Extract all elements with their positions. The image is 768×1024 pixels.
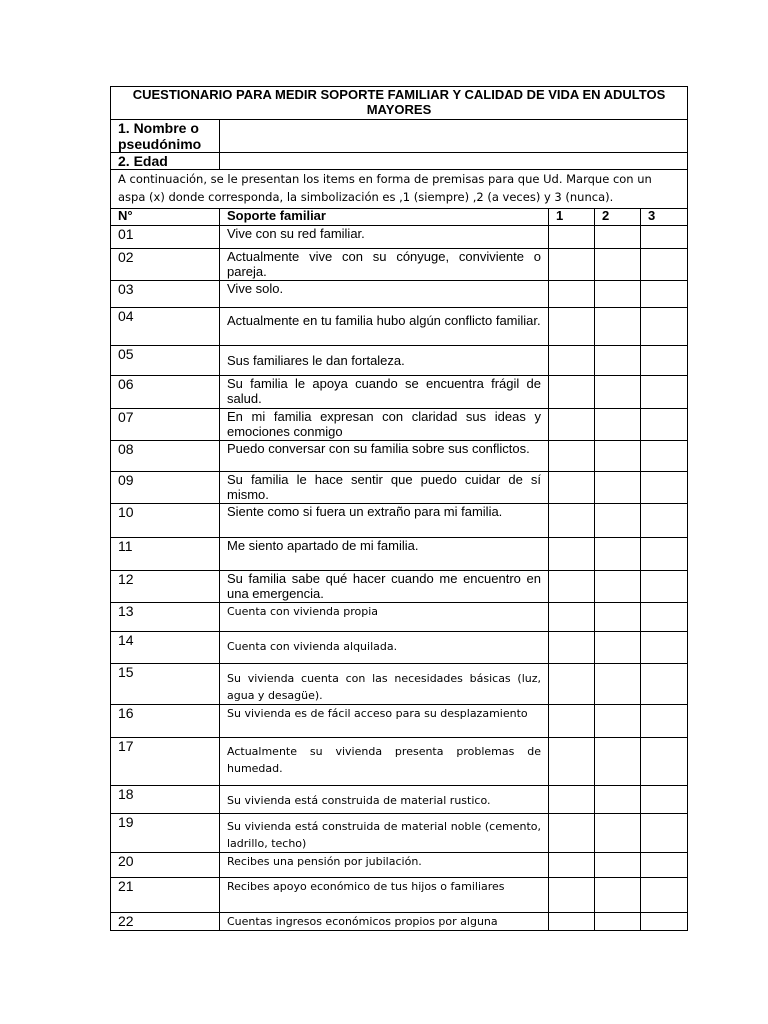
answer-cell-option-3[interactable]	[641, 409, 688, 441]
item-text: Su vivienda está construida de material noble (cemento, ladrillo, techo)	[220, 814, 549, 853]
item-number: 11	[111, 538, 220, 571]
table-row	[111, 913, 688, 931]
answer-cell-option-1[interactable]	[549, 281, 595, 308]
answer-cell-option-1[interactable]	[549, 226, 595, 249]
table-row	[111, 814, 688, 853]
answer-cell-option-3[interactable]	[641, 226, 688, 249]
questionnaire-table	[110, 86, 688, 931]
table-header-row	[111, 209, 688, 226]
table-row	[111, 308, 688, 346]
answer-cell-option-2[interactable]	[595, 878, 641, 913]
item-text: Vive solo.	[220, 281, 549, 308]
answer-cell-option-1[interactable]	[549, 571, 595, 603]
item-number: 10	[111, 504, 220, 538]
item-text: Sus familiares le dan fortaleza.	[220, 346, 549, 376]
answer-cell-option-2[interactable]	[595, 853, 641, 878]
answer-cell-option-1[interactable]	[549, 878, 595, 913]
answer-cell-option-2[interactable]	[595, 571, 641, 603]
answer-cell-option-3[interactable]	[641, 441, 688, 472]
item-number: 22	[111, 913, 220, 931]
item-number: 16	[111, 705, 220, 738]
answer-cell-option-3[interactable]	[641, 603, 688, 632]
header-option-2: 2	[595, 209, 641, 226]
table-row	[111, 376, 688, 409]
item-number: 02	[111, 249, 220, 281]
answer-cell-option-2[interactable]	[595, 913, 641, 931]
item-number: 04	[111, 308, 220, 346]
item-number: 14	[111, 632, 220, 664]
item-text: En mi familia expresan con claridad sus ideas y emociones conmigo	[220, 409, 549, 441]
answer-cell-option-2[interactable]	[595, 705, 641, 738]
answer-cell-option-1[interactable]	[549, 538, 595, 571]
table-row	[111, 664, 688, 705]
answer-cell-option-3[interactable]	[641, 705, 688, 738]
item-text: Recibes una pensión por jubilación.	[220, 853, 549, 878]
answer-cell-option-1[interactable]	[549, 504, 595, 538]
answer-cell-option-3[interactable]	[641, 308, 688, 346]
answer-cell-option-3[interactable]	[641, 913, 688, 931]
answer-cell-option-1[interactable]	[549, 786, 595, 814]
answer-cell-option-3[interactable]	[641, 571, 688, 603]
table-row	[111, 878, 688, 913]
answer-cell-option-3[interactable]	[641, 346, 688, 376]
answer-cell-option-3[interactable]	[641, 664, 688, 705]
answer-cell-option-3[interactable]	[641, 376, 688, 409]
item-number: 06	[111, 376, 220, 409]
answer-cell-option-1[interactable]	[549, 376, 595, 409]
table-row	[111, 281, 688, 308]
answer-cell-option-2[interactable]	[595, 376, 641, 409]
table-row	[111, 226, 688, 249]
item-number: 13	[111, 603, 220, 632]
item-number: 05	[111, 346, 220, 376]
answer-cell-option-3[interactable]	[641, 504, 688, 538]
table-row	[111, 571, 688, 603]
item-number: 19	[111, 814, 220, 853]
instructions-text: A continuación, se le presentan los items en forma de premisas para que Ud. Marque con un aspa (x) donde corresponda, la simbolización es ,1 (siempre) ,2 (a veces) y 3 (nunca).	[111, 170, 688, 209]
answer-cell-option-1[interactable]	[549, 814, 595, 853]
answer-cell-option-2[interactable]	[595, 603, 641, 632]
item-text: Cuenta con vivienda propia	[220, 603, 549, 632]
item-number: 21	[111, 878, 220, 913]
item-number: 18	[111, 786, 220, 814]
item-text: Actualmente su vivienda presenta problemas de humedad.	[220, 738, 549, 786]
answer-cell-option-1[interactable]	[549, 853, 595, 878]
table-row	[111, 249, 688, 281]
item-number: 09	[111, 472, 220, 504]
answer-cell-option-3[interactable]	[641, 814, 688, 853]
age-row	[111, 153, 688, 170]
age-label: 2. Edad	[111, 153, 220, 170]
answer-cell-option-1[interactable]	[549, 472, 595, 504]
item-text: Su familia le apoya cuando se encuentra frágil de salud.	[220, 376, 549, 409]
item-number: 20	[111, 853, 220, 878]
table-row	[111, 538, 688, 571]
answer-cell-option-3[interactable]	[641, 249, 688, 281]
answer-cell-option-2[interactable]	[595, 738, 641, 786]
item-number: 01	[111, 226, 220, 249]
item-text: Cuenta con vivienda alquilada.	[220, 632, 549, 664]
answer-cell-option-2[interactable]	[595, 249, 641, 281]
name-row	[111, 120, 688, 153]
item-text: Su familia le hace sentir que puedo cuidar de sí mismo.	[220, 472, 549, 504]
item-text: Actualmente en tu familia hubo algún conflicto familiar.	[220, 308, 549, 346]
answer-cell-option-1[interactable]	[549, 249, 595, 281]
answer-cell-option-3[interactable]	[641, 281, 688, 308]
item-text: Su vivienda es de fácil acceso para su desplazamiento	[220, 705, 549, 738]
answer-cell-option-3[interactable]	[641, 786, 688, 814]
table-row	[111, 603, 688, 632]
answer-cell-option-1[interactable]	[549, 441, 595, 472]
answer-cell-option-2[interactable]	[595, 472, 641, 504]
table-row	[111, 738, 688, 786]
item-number: 08	[111, 441, 220, 472]
item-text: Puedo conversar con su familia sobre sus conflictos.	[220, 441, 549, 472]
answer-cell-option-3[interactable]	[641, 472, 688, 504]
header-option-3: 3	[641, 209, 688, 226]
table-row	[111, 705, 688, 738]
table-row	[111, 504, 688, 538]
answer-cell-option-1[interactable]	[549, 409, 595, 441]
answer-cell-option-2[interactable]	[595, 409, 641, 441]
table-row	[111, 786, 688, 814]
answer-cell-option-2[interactable]	[595, 632, 641, 664]
answer-cell-option-3[interactable]	[641, 738, 688, 786]
answer-cell-option-3[interactable]	[641, 632, 688, 664]
item-number: 17	[111, 738, 220, 786]
answer-cell-option-2[interactable]	[595, 538, 641, 571]
answer-cell-option-3[interactable]	[641, 853, 688, 878]
answer-cell-option-1[interactable]	[549, 632, 595, 664]
name-field[interactable]	[220, 120, 688, 153]
answer-cell-option-2[interactable]	[595, 664, 641, 705]
answer-cell-option-1[interactable]	[549, 346, 595, 376]
table-row	[111, 472, 688, 504]
instructions-row	[111, 170, 688, 209]
document-title: CUESTIONARIO PARA MEDIR SOPORTE FAMILIAR Y CALIDAD DE VIDA EN ADULTOS MAYORES	[111, 87, 688, 120]
item-text: Vive con su red familiar.	[220, 226, 549, 249]
answer-cell-option-2[interactable]	[595, 346, 641, 376]
answer-cell-option-1[interactable]	[549, 308, 595, 346]
answer-cell-option-2[interactable]	[595, 441, 641, 472]
table-row	[111, 409, 688, 441]
answer-cell-option-3[interactable]	[641, 878, 688, 913]
item-text: Recibes apoyo económico de tus hijos o familiares	[220, 878, 549, 913]
answer-cell-option-2[interactable]	[595, 786, 641, 814]
answer-cell-option-1[interactable]	[549, 913, 595, 931]
answer-cell-option-2[interactable]	[595, 226, 641, 249]
answer-cell-option-2[interactable]	[595, 504, 641, 538]
answer-cell-option-1[interactable]	[549, 603, 595, 632]
header-number: N°	[111, 209, 220, 226]
header-section: Soporte familiar	[220, 209, 549, 226]
item-number: 15	[111, 664, 220, 705]
table-row	[111, 346, 688, 376]
item-text: Su vivienda está construida de material rustico.	[220, 786, 549, 814]
answer-cell-option-1[interactable]	[549, 664, 595, 705]
answer-cell-option-3[interactable]	[641, 538, 688, 571]
answer-cell-option-1[interactable]	[549, 705, 595, 738]
header-option-1: 1	[549, 209, 595, 226]
title-row	[111, 87, 688, 120]
age-field[interactable]	[220, 153, 688, 170]
answer-cell-option-2[interactable]	[595, 814, 641, 853]
name-label: 1. Nombre o pseudónimo	[111, 120, 220, 153]
item-text: Su familia sabe qué hacer cuando me encuentro en una emergencia.	[220, 571, 549, 603]
item-text: Siente como si fuera un extraño para mi familia.	[220, 504, 549, 538]
answer-cell-option-2[interactable]	[595, 281, 641, 308]
item-text: Me siento apartado de mi familia.	[220, 538, 549, 571]
item-text: Cuentas ingresos económicos propios por alguna	[220, 913, 549, 931]
table-row	[111, 441, 688, 472]
table-row	[111, 632, 688, 664]
item-text: Actualmente vive con su cónyuge, conviviente o pareja.	[220, 249, 549, 281]
item-number: 07	[111, 409, 220, 441]
answer-cell-option-1[interactable]	[549, 738, 595, 786]
table-row	[111, 853, 688, 878]
item-text: Su vivienda cuenta con las necesidades básicas (luz, agua y desagüe).	[220, 664, 549, 705]
answer-cell-option-2[interactable]	[595, 308, 641, 346]
item-number: 12	[111, 571, 220, 603]
item-number: 03	[111, 281, 220, 308]
